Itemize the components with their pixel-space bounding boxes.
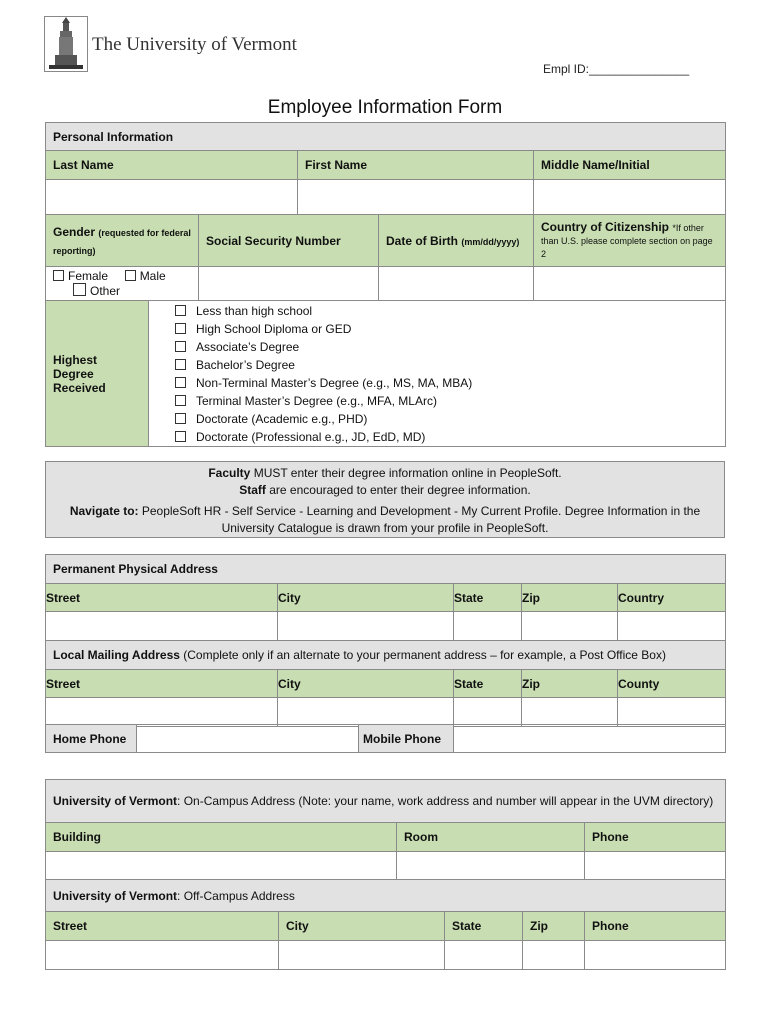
last-name-label: Last Name — [46, 151, 298, 180]
room-input[interactable] — [397, 852, 585, 880]
local-state-input[interactable] — [454, 698, 522, 727]
off-phone-label: Phone — [585, 912, 726, 941]
off-campus-note: : Off-Campus Address — [177, 888, 295, 903]
street-label: Street — [46, 584, 278, 612]
country-input[interactable] — [618, 612, 726, 641]
citizenship-label: Country of Citizenship — [541, 220, 669, 234]
degree-option[interactable] — [175, 320, 725, 338]
off-street-label: Street — [46, 912, 279, 941]
degree-option[interactable] — [175, 338, 725, 356]
university-logo — [44, 16, 88, 72]
degree-option[interactable] — [175, 410, 725, 428]
degree-option[interactable] — [175, 356, 725, 374]
checkbox-icon[interactable] — [175, 377, 186, 388]
local-city-input[interactable] — [278, 698, 454, 727]
state-input[interactable] — [454, 612, 522, 641]
local-address-note: (Complete only if an alternate to your permanent address – for example, a Post Office Box) — [179, 648, 666, 662]
dob-label-cell — [379, 215, 534, 267]
off-phone-input[interactable] — [585, 941, 726, 970]
degree-option-label: Associate’s Degree — [196, 340, 300, 354]
local-street-input[interactable] — [46, 698, 278, 727]
degree-option-label: Less than high school — [196, 304, 313, 318]
gender-options-cell — [46, 267, 199, 301]
checkbox-icon[interactable] — [53, 270, 64, 281]
county-label: County — [618, 670, 726, 698]
campus-table — [45, 779, 726, 970]
permanent-address-title: Permanent Physical Address — [46, 555, 726, 584]
off-campus-title-cell — [46, 880, 726, 912]
gender-label-cell — [46, 215, 199, 267]
gender-other-option[interactable]: Other — [73, 284, 120, 298]
zip-label: Zip — [522, 584, 618, 612]
local-state-label: State — [454, 670, 522, 698]
checkbox-icon[interactable] — [175, 305, 186, 316]
first-name-label: First Name — [298, 151, 534, 180]
degree-option[interactable] — [175, 392, 725, 410]
local-address-title-cell — [46, 641, 726, 670]
off-state-label: State — [445, 912, 523, 941]
room-label: Room — [397, 823, 585, 852]
dob-format: (mm/dd/yyyy) — [461, 236, 520, 247]
checkbox-icon[interactable] — [175, 323, 186, 334]
home-phone-label: Home Phone — [46, 725, 137, 753]
checkbox-icon[interactable] — [175, 341, 186, 352]
logo-wordmark: The University of Vermont — [92, 34, 297, 55]
county-input[interactable] — [618, 698, 726, 727]
off-state-input[interactable] — [445, 941, 523, 970]
country-label: Country — [618, 584, 726, 612]
degree-option-label: Bachelor’s Degree — [196, 358, 295, 372]
navigate-line: Navigate to: PeopleSoft HR - Self Service - Learning and Development - My Current Profile. Degree Information in the University Catalogue is drawn from your profile in PeopleSoft. — [69, 504, 701, 535]
local-zip-input[interactable] — [522, 698, 618, 727]
checkbox-icon[interactable] — [175, 431, 186, 442]
phone-table — [45, 724, 726, 753]
building-label: Building — [46, 823, 397, 852]
degree-option-label: Terminal Master’s Degree (e.g., MFA, MLArc) — [196, 394, 437, 408]
faculty-line: Faculty MUST enter their degree information online in PeopleSoft. — [208, 466, 562, 480]
degree-options-cell — [149, 301, 726, 447]
dob-label: Date of Birth — [386, 233, 458, 248]
ssn-label: Social Security Number — [199, 215, 379, 267]
on-campus-note: : On-Campus Address (Note: your name, work address and number will appear in the UVM directory) — [177, 794, 714, 808]
degree-option[interactable] — [175, 302, 725, 320]
off-zip-input[interactable] — [523, 941, 585, 970]
personal-info-table — [45, 122, 726, 447]
gender-label: Gender — [53, 224, 96, 239]
home-phone-input[interactable] — [137, 725, 359, 753]
off-city-label: City — [279, 912, 445, 941]
degree-option[interactable] — [175, 374, 725, 392]
checkbox-icon[interactable] — [73, 283, 86, 296]
uvm-label-2: University of Vermont — [53, 888, 178, 903]
degree-option-label: Non-Terminal Master’s Degree (e.g., MS, MA, MBA) — [196, 376, 473, 390]
state-label: State — [454, 584, 522, 612]
degree-option-label: Doctorate (Academic e.g., PHD) — [196, 412, 368, 426]
citizenship-label-cell — [534, 215, 726, 267]
checkbox-icon[interactable] — [175, 413, 186, 424]
degree-option-label: High School Diploma or GED — [196, 322, 352, 336]
on-campus-title-cell — [46, 780, 726, 823]
citizenship-note: *If other than U.S. please complete section on page 2 — [541, 223, 713, 259]
checkbox-icon[interactable] — [125, 270, 136, 281]
off-zip-label: Zip — [523, 912, 585, 941]
degree-option[interactable] — [175, 428, 725, 446]
street-input[interactable] — [46, 612, 278, 641]
building-input[interactable] — [46, 852, 397, 880]
uvm-label: University of Vermont — [53, 794, 178, 808]
mobile-phone-label: Mobile Phone — [359, 725, 454, 753]
degree-notice — [45, 461, 725, 538]
staff-line: Staff are encouraged to enter their degree information. — [239, 483, 531, 497]
first-name-input[interactable] — [298, 180, 534, 215]
campus-phone-input[interactable] — [585, 852, 726, 880]
empl-id-field[interactable]: Empl ID:_______________ — [543, 62, 690, 76]
gender-female-option[interactable]: Female — [53, 269, 108, 283]
gender-note: (requested for federal reporting) — [53, 227, 191, 256]
city-input[interactable] — [278, 612, 454, 641]
degree-option-label: Doctorate (Professional e.g., JD, EdD, MD) — [196, 430, 426, 444]
last-name-input[interactable] — [46, 180, 298, 215]
gender-male-option[interactable]: Male — [125, 269, 166, 283]
tower-icon — [45, 17, 87, 71]
phone-label: Phone — [585, 823, 726, 852]
local-street-label: Street — [46, 670, 278, 698]
local-address-title: Local Mailing Address — [53, 648, 180, 662]
checkbox-icon[interactable] — [175, 395, 186, 406]
section-title: Personal Information — [46, 123, 726, 151]
address-table — [45, 554, 726, 727]
mobile-phone-input[interactable] — [454, 725, 726, 753]
city-label: City — [278, 584, 454, 612]
off-street-input[interactable] — [46, 941, 279, 970]
form-title: Employee Information Form — [267, 97, 503, 118]
zip-input[interactable] — [522, 612, 618, 641]
citizenship-input[interactable] — [534, 267, 726, 301]
dob-input[interactable] — [379, 267, 534, 301]
checkbox-icon[interactable] — [175, 359, 186, 370]
middle-name-input[interactable] — [534, 180, 726, 215]
degree-list — [175, 302, 725, 446]
local-city-label: City — [278, 670, 454, 698]
off-city-input[interactable] — [279, 941, 445, 970]
local-zip-label: Zip — [522, 670, 618, 698]
degree-label: Highest Degree Received — [46, 301, 149, 447]
middle-name-label: Middle Name/Initial — [534, 151, 726, 180]
ssn-input[interactable] — [199, 267, 379, 301]
